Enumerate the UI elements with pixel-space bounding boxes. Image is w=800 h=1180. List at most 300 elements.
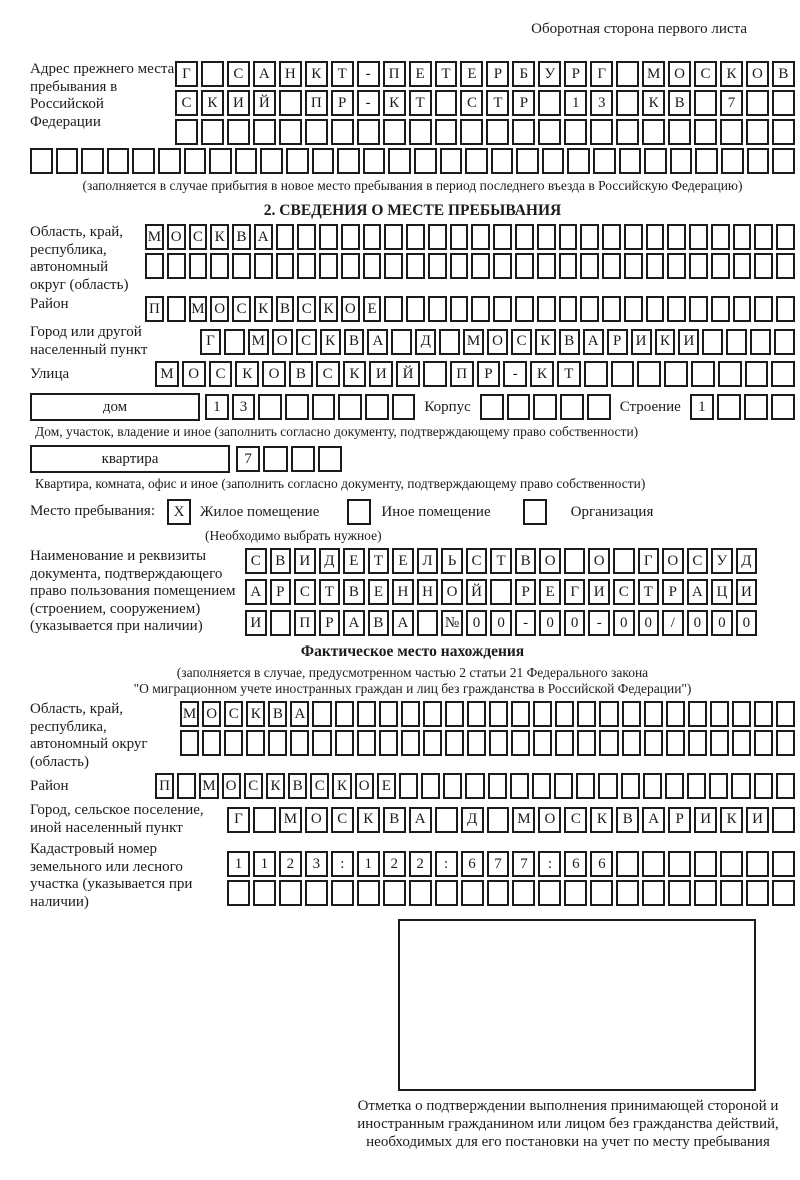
form-cell[interactable] bbox=[511, 701, 530, 727]
form-cell[interactable] bbox=[460, 119, 483, 145]
form-cell[interactable]: Г bbox=[227, 807, 250, 833]
form-cell[interactable]: Т bbox=[331, 61, 354, 87]
form-cell[interactable]: Д bbox=[461, 807, 484, 833]
form-cell[interactable] bbox=[746, 119, 769, 145]
form-cell[interactable]: 1 bbox=[253, 851, 276, 877]
form-cell[interactable]: К bbox=[210, 224, 229, 250]
form-cell[interactable] bbox=[733, 253, 752, 279]
form-cell[interactable] bbox=[279, 119, 302, 145]
form-cell[interactable]: П bbox=[145, 296, 164, 322]
form-cell[interactable]: 0 bbox=[539, 610, 561, 636]
form-cell[interactable]: К bbox=[305, 61, 328, 87]
form-cell[interactable]: : bbox=[538, 851, 561, 877]
form-cell[interactable]: К bbox=[266, 773, 285, 799]
form-cell[interactable] bbox=[733, 296, 752, 322]
form-cell[interactable] bbox=[406, 224, 425, 250]
form-cell[interactable]: С bbox=[227, 61, 250, 87]
form-cell[interactable]: Р bbox=[515, 579, 537, 605]
form-cell[interactable]: М bbox=[512, 807, 535, 833]
form-cell[interactable] bbox=[409, 119, 432, 145]
form-cell[interactable]: С bbox=[613, 579, 635, 605]
form-cell[interactable]: И bbox=[694, 807, 717, 833]
form-cell[interactable]: С bbox=[687, 548, 709, 574]
form-cell[interactable]: И bbox=[369, 361, 393, 387]
form-cell[interactable] bbox=[227, 119, 250, 145]
form-cell[interactable]: Й bbox=[396, 361, 420, 387]
form-cell[interactable] bbox=[493, 253, 512, 279]
form-cell[interactable] bbox=[590, 119, 613, 145]
form-cell[interactable] bbox=[184, 148, 207, 174]
form-cell[interactable] bbox=[177, 773, 196, 799]
form-cell[interactable] bbox=[599, 730, 618, 756]
form-cell[interactable] bbox=[357, 730, 376, 756]
form-cell[interactable] bbox=[771, 394, 795, 420]
form-cell[interactable]: А bbox=[245, 579, 267, 605]
form-cell[interactable]: И bbox=[678, 329, 699, 355]
form-cell[interactable]: С bbox=[310, 773, 329, 799]
form-cell[interactable] bbox=[305, 119, 328, 145]
form-cell[interactable] bbox=[132, 148, 155, 174]
form-cell[interactable]: П bbox=[383, 61, 406, 87]
form-cell[interactable] bbox=[776, 253, 795, 279]
form-cell[interactable]: Е bbox=[377, 773, 396, 799]
form-cell[interactable] bbox=[754, 224, 773, 250]
form-cell[interactable]: 3 bbox=[590, 90, 613, 116]
form-cell[interactable]: 2 bbox=[383, 851, 406, 877]
form-cell[interactable] bbox=[624, 253, 643, 279]
form-cell[interactable]: 3 bbox=[232, 394, 256, 420]
form-cell[interactable] bbox=[537, 253, 556, 279]
form-cell[interactable] bbox=[688, 701, 707, 727]
form-cell[interactable]: С bbox=[466, 548, 488, 574]
form-cell[interactable] bbox=[532, 773, 551, 799]
form-cell[interactable] bbox=[335, 730, 354, 756]
form-cell[interactable] bbox=[538, 880, 561, 906]
form-cell[interactable] bbox=[493, 296, 512, 322]
form-cell[interactable] bbox=[167, 296, 186, 322]
form-cell[interactable] bbox=[450, 296, 469, 322]
form-cell[interactable]: - bbox=[357, 90, 380, 116]
form-cell[interactable]: М bbox=[642, 61, 665, 87]
form-cell[interactable] bbox=[744, 394, 768, 420]
form-cell[interactable] bbox=[435, 119, 458, 145]
form-cell[interactable]: Д bbox=[319, 548, 341, 574]
form-cell[interactable] bbox=[555, 730, 574, 756]
form-cell[interactable] bbox=[602, 224, 621, 250]
form-cell[interactable] bbox=[512, 880, 535, 906]
form-cell[interactable] bbox=[270, 610, 292, 636]
form-cell[interactable]: В bbox=[772, 61, 795, 87]
form-cell[interactable] bbox=[644, 148, 667, 174]
form-cell[interactable] bbox=[616, 90, 639, 116]
form-cell[interactable] bbox=[516, 148, 539, 174]
form-cell[interactable] bbox=[611, 361, 635, 387]
form-cell[interactable]: С bbox=[224, 701, 243, 727]
form-cell[interactable]: А bbox=[642, 807, 665, 833]
form-cell[interactable]: Г bbox=[200, 329, 221, 355]
form-cell[interactable] bbox=[401, 701, 420, 727]
form-cell[interactable] bbox=[487, 807, 510, 833]
form-cell[interactable] bbox=[554, 773, 573, 799]
form-cell[interactable] bbox=[335, 701, 354, 727]
form-cell[interactable]: С bbox=[564, 807, 587, 833]
form-cell[interactable]: О bbox=[305, 807, 328, 833]
form-cell[interactable] bbox=[388, 148, 411, 174]
form-cell[interactable] bbox=[305, 880, 328, 906]
form-cell[interactable] bbox=[537, 296, 556, 322]
form-cell[interactable]: О bbox=[167, 224, 186, 250]
form-cell[interactable] bbox=[750, 329, 771, 355]
form-cell[interactable] bbox=[490, 579, 512, 605]
form-cell[interactable]: С bbox=[511, 329, 532, 355]
form-cell[interactable] bbox=[467, 701, 486, 727]
form-cell[interactable] bbox=[467, 730, 486, 756]
form-cell[interactable] bbox=[754, 730, 773, 756]
form-cell[interactable]: Е bbox=[363, 296, 382, 322]
form-cell[interactable]: А bbox=[254, 224, 273, 250]
form-cell[interactable]: Р bbox=[477, 361, 501, 387]
form-cell[interactable] bbox=[276, 253, 295, 279]
form-cell[interactable] bbox=[689, 296, 708, 322]
form-cell[interactable] bbox=[718, 361, 742, 387]
form-cell[interactable]: К bbox=[720, 61, 743, 87]
form-cell[interactable] bbox=[726, 329, 747, 355]
form-cell[interactable] bbox=[666, 730, 685, 756]
form-cell[interactable] bbox=[465, 773, 484, 799]
form-cell[interactable] bbox=[465, 148, 488, 174]
form-cell[interactable] bbox=[210, 253, 229, 279]
form-cell[interactable]: К bbox=[320, 329, 341, 355]
form-cell[interactable] bbox=[559, 253, 578, 279]
form-cell[interactable] bbox=[471, 224, 490, 250]
form-cell[interactable]: В bbox=[232, 224, 251, 250]
form-cell[interactable] bbox=[772, 807, 795, 833]
form-cell[interactable]: С bbox=[694, 61, 717, 87]
form-cell[interactable] bbox=[312, 730, 331, 756]
form-cell[interactable] bbox=[423, 730, 442, 756]
form-cell[interactable] bbox=[489, 730, 508, 756]
form-cell[interactable] bbox=[297, 224, 316, 250]
form-cell[interactable]: М bbox=[145, 224, 164, 250]
form-cell[interactable]: К bbox=[535, 329, 556, 355]
form-cell[interactable] bbox=[721, 148, 744, 174]
form-cell[interactable] bbox=[357, 701, 376, 727]
form-cell[interactable] bbox=[450, 224, 469, 250]
form-cell[interactable] bbox=[232, 253, 251, 279]
form-cell[interactable] bbox=[440, 148, 463, 174]
form-cell[interactable] bbox=[158, 148, 181, 174]
form-cell[interactable] bbox=[365, 394, 389, 420]
form-cell[interactable]: : bbox=[331, 851, 354, 877]
form-cell[interactable] bbox=[666, 701, 685, 727]
form-cell[interactable] bbox=[406, 253, 425, 279]
form-cell[interactable]: С bbox=[460, 90, 483, 116]
form-cell[interactable]: В bbox=[668, 90, 691, 116]
form-cell[interactable]: К bbox=[246, 701, 265, 727]
form-cell[interactable]: М bbox=[199, 773, 218, 799]
form-cell[interactable] bbox=[720, 119, 743, 145]
form-cell[interactable] bbox=[276, 224, 295, 250]
form-cell[interactable]: 0 bbox=[638, 610, 660, 636]
form-cell[interactable]: Г bbox=[564, 579, 586, 605]
form-cell[interactable] bbox=[644, 730, 663, 756]
form-cell[interactable]: Е bbox=[539, 579, 561, 605]
form-cell[interactable]: Д bbox=[415, 329, 436, 355]
form-cell[interactable] bbox=[711, 296, 730, 322]
form-cell[interactable] bbox=[246, 730, 265, 756]
form-cell[interactable] bbox=[733, 224, 752, 250]
form-cell[interactable]: 7 bbox=[512, 851, 535, 877]
form-cell[interactable] bbox=[202, 730, 221, 756]
form-cell[interactable]: Т bbox=[409, 90, 432, 116]
form-cell[interactable] bbox=[379, 701, 398, 727]
form-cell[interactable] bbox=[341, 253, 360, 279]
form-cell[interactable] bbox=[642, 119, 665, 145]
form-cell[interactable] bbox=[567, 148, 590, 174]
form-cell[interactable]: 2 bbox=[409, 851, 432, 877]
form-cell[interactable] bbox=[772, 851, 795, 877]
form-cell[interactable] bbox=[637, 361, 661, 387]
form-cell[interactable]: Р bbox=[512, 90, 535, 116]
form-cell[interactable] bbox=[235, 148, 258, 174]
form-cell[interactable] bbox=[774, 329, 795, 355]
form-cell[interactable]: Р bbox=[607, 329, 628, 355]
form-cell[interactable] bbox=[209, 148, 232, 174]
form-cell[interactable]: У bbox=[711, 548, 733, 574]
form-cell[interactable] bbox=[471, 296, 490, 322]
form-cell[interactable] bbox=[414, 148, 437, 174]
form-cell[interactable] bbox=[717, 394, 741, 420]
form-cell[interactable] bbox=[435, 880, 458, 906]
form-cell[interactable]: Л bbox=[417, 548, 439, 574]
form-cell[interactable]: П bbox=[294, 610, 316, 636]
form-cell[interactable]: 0 bbox=[711, 610, 733, 636]
form-cell[interactable] bbox=[538, 90, 561, 116]
form-cell[interactable] bbox=[646, 253, 665, 279]
form-cell[interactable] bbox=[537, 224, 556, 250]
form-cell[interactable] bbox=[487, 880, 510, 906]
form-cell[interactable] bbox=[745, 361, 769, 387]
form-cell[interactable] bbox=[711, 224, 730, 250]
form-cell[interactable] bbox=[642, 851, 665, 877]
form-cell[interactable]: К bbox=[254, 296, 273, 322]
form-cell[interactable]: С bbox=[296, 329, 317, 355]
form-cell[interactable] bbox=[720, 851, 743, 877]
form-cell[interactable]: - bbox=[515, 610, 537, 636]
form-cell[interactable]: К bbox=[642, 90, 665, 116]
form-cell[interactable] bbox=[331, 119, 354, 145]
form-cell[interactable] bbox=[590, 880, 613, 906]
form-cell[interactable]: 6 bbox=[461, 851, 484, 877]
form-cell[interactable] bbox=[731, 773, 750, 799]
form-cell[interactable] bbox=[665, 773, 684, 799]
form-cell[interactable] bbox=[445, 701, 464, 727]
form-cell[interactable] bbox=[643, 773, 662, 799]
form-cell[interactable] bbox=[538, 119, 561, 145]
form-cell[interactable]: В bbox=[368, 610, 390, 636]
form-cell[interactable] bbox=[253, 119, 276, 145]
form-cell[interactable]: Д bbox=[736, 548, 758, 574]
form-cell[interactable] bbox=[577, 730, 596, 756]
form-cell[interactable] bbox=[776, 701, 795, 727]
form-cell[interactable]: Р bbox=[319, 610, 341, 636]
form-cell[interactable]: К bbox=[235, 361, 259, 387]
form-cell[interactable]: Р bbox=[270, 579, 292, 605]
form-cell[interactable] bbox=[668, 851, 691, 877]
form-cell[interactable] bbox=[598, 773, 617, 799]
form-cell[interactable]: В bbox=[559, 329, 580, 355]
form-cell[interactable] bbox=[417, 610, 439, 636]
form-cell[interactable]: В bbox=[383, 807, 406, 833]
form-cell[interactable]: 3 bbox=[305, 851, 328, 877]
form-cell[interactable]: - bbox=[503, 361, 527, 387]
form-cell[interactable] bbox=[423, 361, 447, 387]
form-cell[interactable] bbox=[383, 880, 406, 906]
form-cell[interactable] bbox=[584, 361, 608, 387]
form-cell[interactable]: О bbox=[539, 548, 561, 574]
form-cell[interactable] bbox=[580, 224, 599, 250]
form-cell[interactable]: / bbox=[662, 610, 684, 636]
form-cell[interactable]: Г bbox=[590, 61, 613, 87]
form-cell[interactable] bbox=[599, 701, 618, 727]
form-cell[interactable] bbox=[619, 148, 642, 174]
form-cell[interactable]: 0 bbox=[564, 610, 586, 636]
form-cell[interactable]: М bbox=[155, 361, 179, 387]
form-cell[interactable]: И bbox=[631, 329, 652, 355]
form-cell[interactable] bbox=[331, 880, 354, 906]
form-cell[interactable]: И bbox=[746, 807, 769, 833]
form-cell[interactable] bbox=[746, 880, 769, 906]
form-cell[interactable]: П bbox=[450, 361, 474, 387]
form-cell[interactable] bbox=[189, 253, 208, 279]
form-cell[interactable] bbox=[201, 61, 224, 87]
form-cell[interactable]: А bbox=[290, 701, 309, 727]
form-cell[interactable] bbox=[668, 119, 691, 145]
form-cell[interactable] bbox=[688, 730, 707, 756]
form-cell[interactable] bbox=[776, 773, 795, 799]
form-cell[interactable] bbox=[754, 773, 773, 799]
form-cell[interactable] bbox=[318, 446, 342, 472]
form-cell[interactable]: О bbox=[668, 61, 691, 87]
form-cell[interactable]: О bbox=[210, 296, 229, 322]
form-cell[interactable] bbox=[224, 730, 243, 756]
form-cell[interactable] bbox=[694, 90, 717, 116]
form-cell[interactable] bbox=[593, 148, 616, 174]
form-cell[interactable] bbox=[616, 61, 639, 87]
form-cell[interactable] bbox=[694, 119, 717, 145]
form-cell[interactable]: И bbox=[736, 579, 758, 605]
form-cell[interactable]: 1 bbox=[564, 90, 587, 116]
form-cell[interactable] bbox=[709, 773, 728, 799]
form-cell[interactable] bbox=[175, 119, 198, 145]
form-cell[interactable]: С bbox=[316, 361, 340, 387]
form-cell[interactable]: С bbox=[297, 296, 316, 322]
form-cell[interactable] bbox=[489, 701, 508, 727]
form-cell[interactable] bbox=[406, 296, 425, 322]
form-cell[interactable] bbox=[279, 880, 302, 906]
form-cell[interactable]: М bbox=[180, 701, 199, 727]
form-cell[interactable] bbox=[515, 224, 534, 250]
form-cell[interactable] bbox=[379, 730, 398, 756]
form-cell[interactable]: К bbox=[383, 90, 406, 116]
form-cell[interactable]: С bbox=[245, 548, 267, 574]
form-cell[interactable] bbox=[512, 119, 535, 145]
form-cell[interactable] bbox=[428, 296, 447, 322]
form-cell[interactable]: Е bbox=[460, 61, 483, 87]
form-cell[interactable] bbox=[279, 90, 302, 116]
form-cell[interactable] bbox=[616, 119, 639, 145]
form-cell[interactable]: С bbox=[294, 579, 316, 605]
form-cell[interactable] bbox=[423, 701, 442, 727]
form-cell[interactable]: О bbox=[182, 361, 206, 387]
form-cell[interactable] bbox=[624, 224, 643, 250]
form-cell[interactable] bbox=[384, 253, 403, 279]
form-cell[interactable]: Н bbox=[417, 579, 439, 605]
form-cell[interactable] bbox=[694, 851, 717, 877]
form-cell[interactable]: 0 bbox=[490, 610, 512, 636]
form-cell[interactable]: В bbox=[270, 548, 292, 574]
form-cell[interactable] bbox=[107, 148, 130, 174]
form-cell[interactable] bbox=[357, 119, 380, 145]
form-cell[interactable] bbox=[580, 296, 599, 322]
form-cell[interactable] bbox=[577, 701, 596, 727]
form-cell[interactable] bbox=[391, 329, 412, 355]
form-cell[interactable]: В bbox=[515, 548, 537, 574]
form-cell[interactable]: Т bbox=[490, 548, 512, 574]
form-cell[interactable] bbox=[667, 296, 686, 322]
form-cell[interactable] bbox=[542, 148, 565, 174]
form-cell[interactable] bbox=[450, 253, 469, 279]
form-cell[interactable]: А bbox=[392, 610, 414, 636]
form-cell[interactable]: В bbox=[289, 361, 313, 387]
form-cell[interactable] bbox=[507, 394, 531, 420]
form-cell[interactable]: Й bbox=[253, 90, 276, 116]
form-cell[interactable] bbox=[642, 880, 665, 906]
form-cell[interactable]: И bbox=[227, 90, 250, 116]
form-cell[interactable] bbox=[488, 773, 507, 799]
form-cell[interactable] bbox=[30, 148, 53, 174]
form-cell[interactable] bbox=[291, 446, 315, 472]
form-cell[interactable] bbox=[81, 148, 104, 174]
form-cell[interactable]: С bbox=[209, 361, 233, 387]
form-cell[interactable]: 6 bbox=[590, 851, 613, 877]
form-cell[interactable] bbox=[533, 701, 552, 727]
form-cell[interactable]: 0 bbox=[687, 610, 709, 636]
form-cell[interactable] bbox=[486, 119, 509, 145]
form-cell[interactable] bbox=[56, 148, 79, 174]
form-cell[interactable] bbox=[443, 773, 462, 799]
form-cell[interactable]: 1 bbox=[227, 851, 250, 877]
form-cell[interactable]: В bbox=[616, 807, 639, 833]
form-cell[interactable]: 7 bbox=[236, 446, 260, 472]
form-cell[interactable]: Г bbox=[175, 61, 198, 87]
form-cell[interactable] bbox=[668, 880, 691, 906]
form-cell[interactable] bbox=[515, 253, 534, 279]
form-cell[interactable]: О bbox=[487, 329, 508, 355]
form-cell[interactable] bbox=[667, 224, 686, 250]
form-cell[interactable] bbox=[384, 296, 403, 322]
form-cell[interactable] bbox=[710, 701, 729, 727]
form-cell[interactable]: Г bbox=[638, 548, 660, 574]
form-cell[interactable]: С bbox=[189, 224, 208, 250]
form-cell[interactable] bbox=[338, 394, 362, 420]
form-cell[interactable] bbox=[312, 148, 335, 174]
form-cell[interactable] bbox=[646, 296, 665, 322]
form-cell[interactable]: Б bbox=[512, 61, 535, 87]
form-cell[interactable] bbox=[555, 701, 574, 727]
form-cell[interactable] bbox=[515, 296, 534, 322]
form-cell[interactable] bbox=[622, 730, 641, 756]
